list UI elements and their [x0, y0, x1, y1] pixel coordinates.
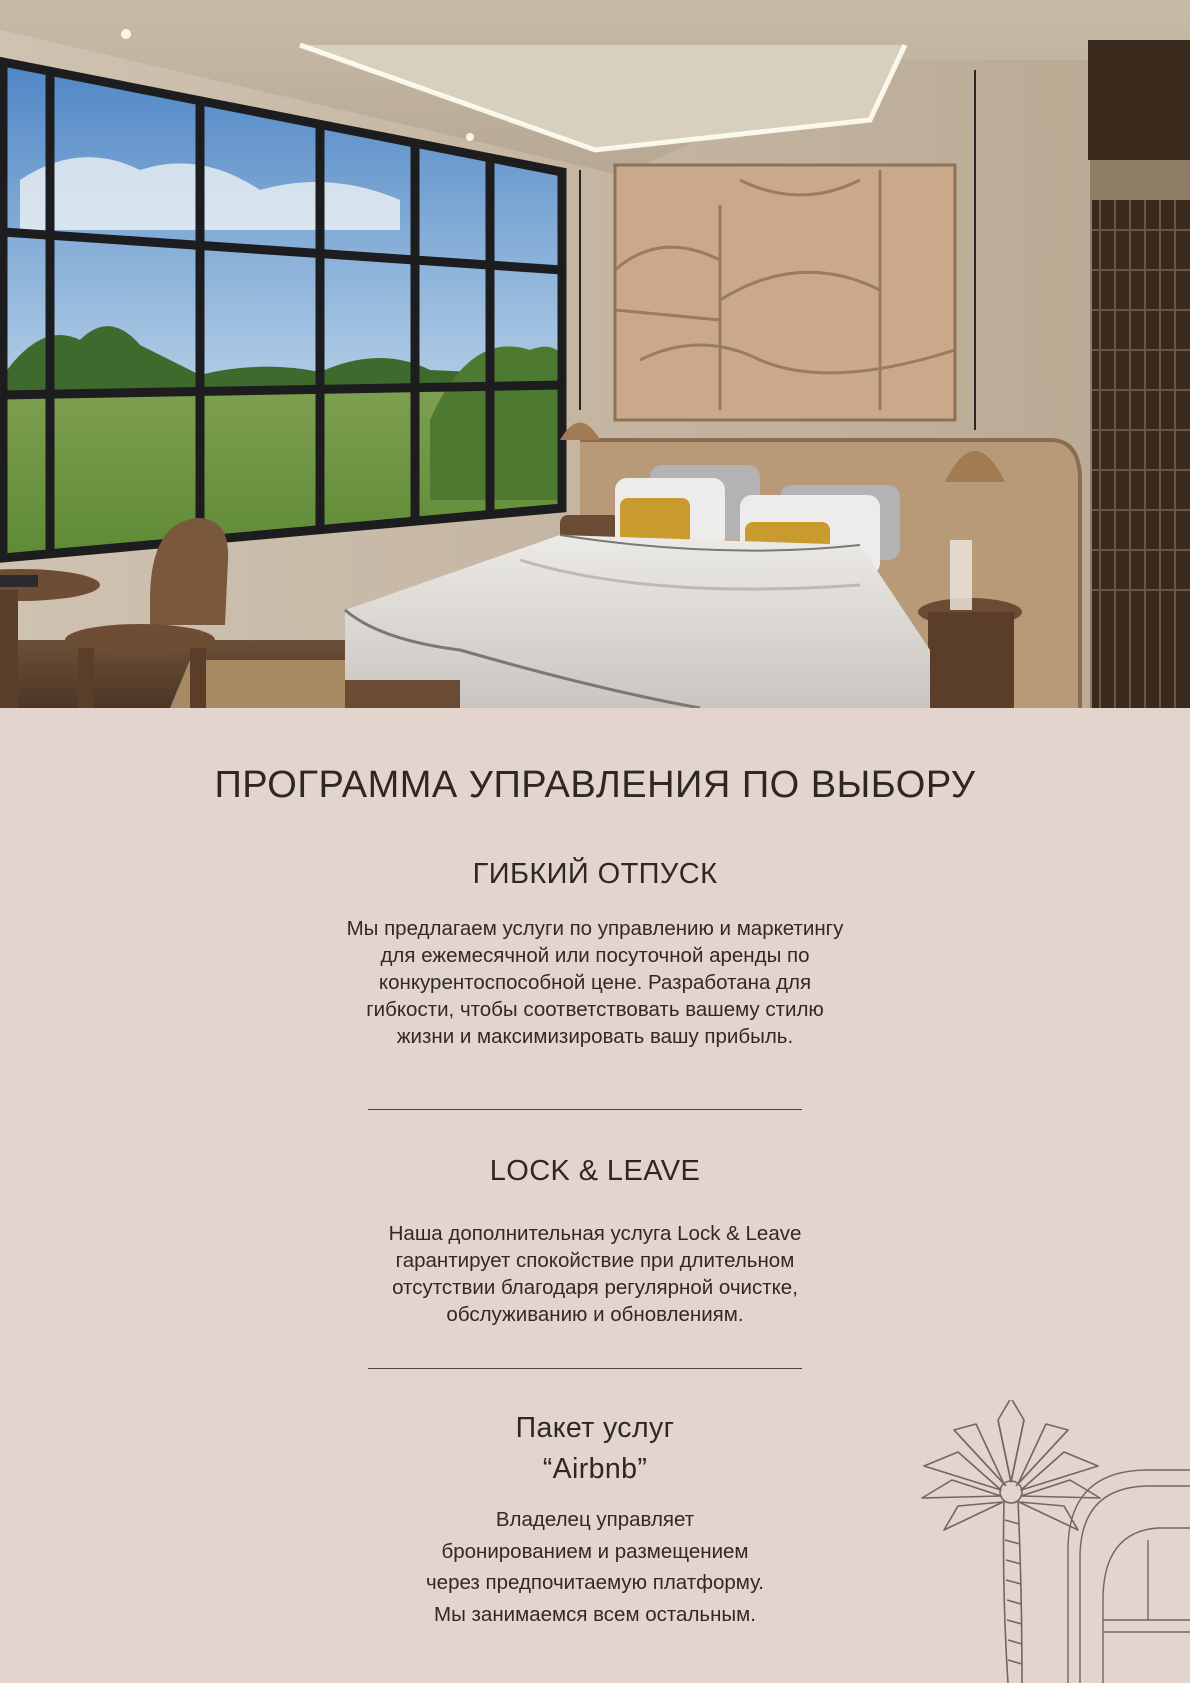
text-line: Мы занимаемся всем остальным.	[434, 1602, 756, 1626]
arch-window-line-art-icon	[1068, 1470, 1190, 1683]
content-area	[0, 708, 1190, 1683]
text-line: для ежемесячной или посуточной аренды по	[380, 944, 810, 967]
text-line: бронированием и размещением	[441, 1539, 749, 1563]
section-lock-and-leave	[245, 1155, 945, 1328]
section-title	[245, 1408, 945, 1490]
page-title: ПРОГРАММА УПРАВЛЕНИЯ ПО ВЫБОРУ	[214, 764, 976, 806]
text-line: гибкости, чтобы соответствовать вашему стилю	[366, 998, 824, 1021]
section-flexible-vacation	[245, 858, 945, 1050]
palm-tree-line-art-icon	[918, 1400, 1190, 1683]
text-line: гарантирует спокойствие при длительном	[395, 1249, 795, 1272]
text-line: через предпочитаемую платформу.	[425, 1571, 765, 1594]
text-line: обслуживанию и обновлениям.	[446, 1303, 744, 1326]
text-line: Владелец управляет	[495, 1508, 695, 1531]
text-line: Наша дополнительная услуга Lock & Leave	[388, 1222, 802, 1245]
title-line: “Airbnb”	[542, 1453, 648, 1485]
section-divider	[368, 1109, 802, 1110]
text-line: жизни и максимизировать вашу прибыль.	[396, 1025, 794, 1048]
hero-bedroom-image	[0, 0, 1190, 708]
text-line: конкурентоспособной цене. Разработана для	[378, 971, 812, 994]
text-line: Мы предлагаем услуги по управлению и маркетингу	[346, 917, 844, 940]
section-text	[245, 1220, 945, 1328]
section-title: ГИБКИЙ ОТПУСК	[472, 858, 718, 890]
section-text	[245, 1504, 945, 1630]
title-line: Пакет услуг	[515, 1412, 675, 1444]
section-divider	[368, 1368, 802, 1369]
section-title: LOCK & LEAVE	[489, 1155, 701, 1187]
text-line: отсутствии благодаря регулярной очистке,	[392, 1276, 798, 1299]
section-airbnb-package	[245, 1408, 945, 1630]
section-text	[245, 915, 945, 1050]
